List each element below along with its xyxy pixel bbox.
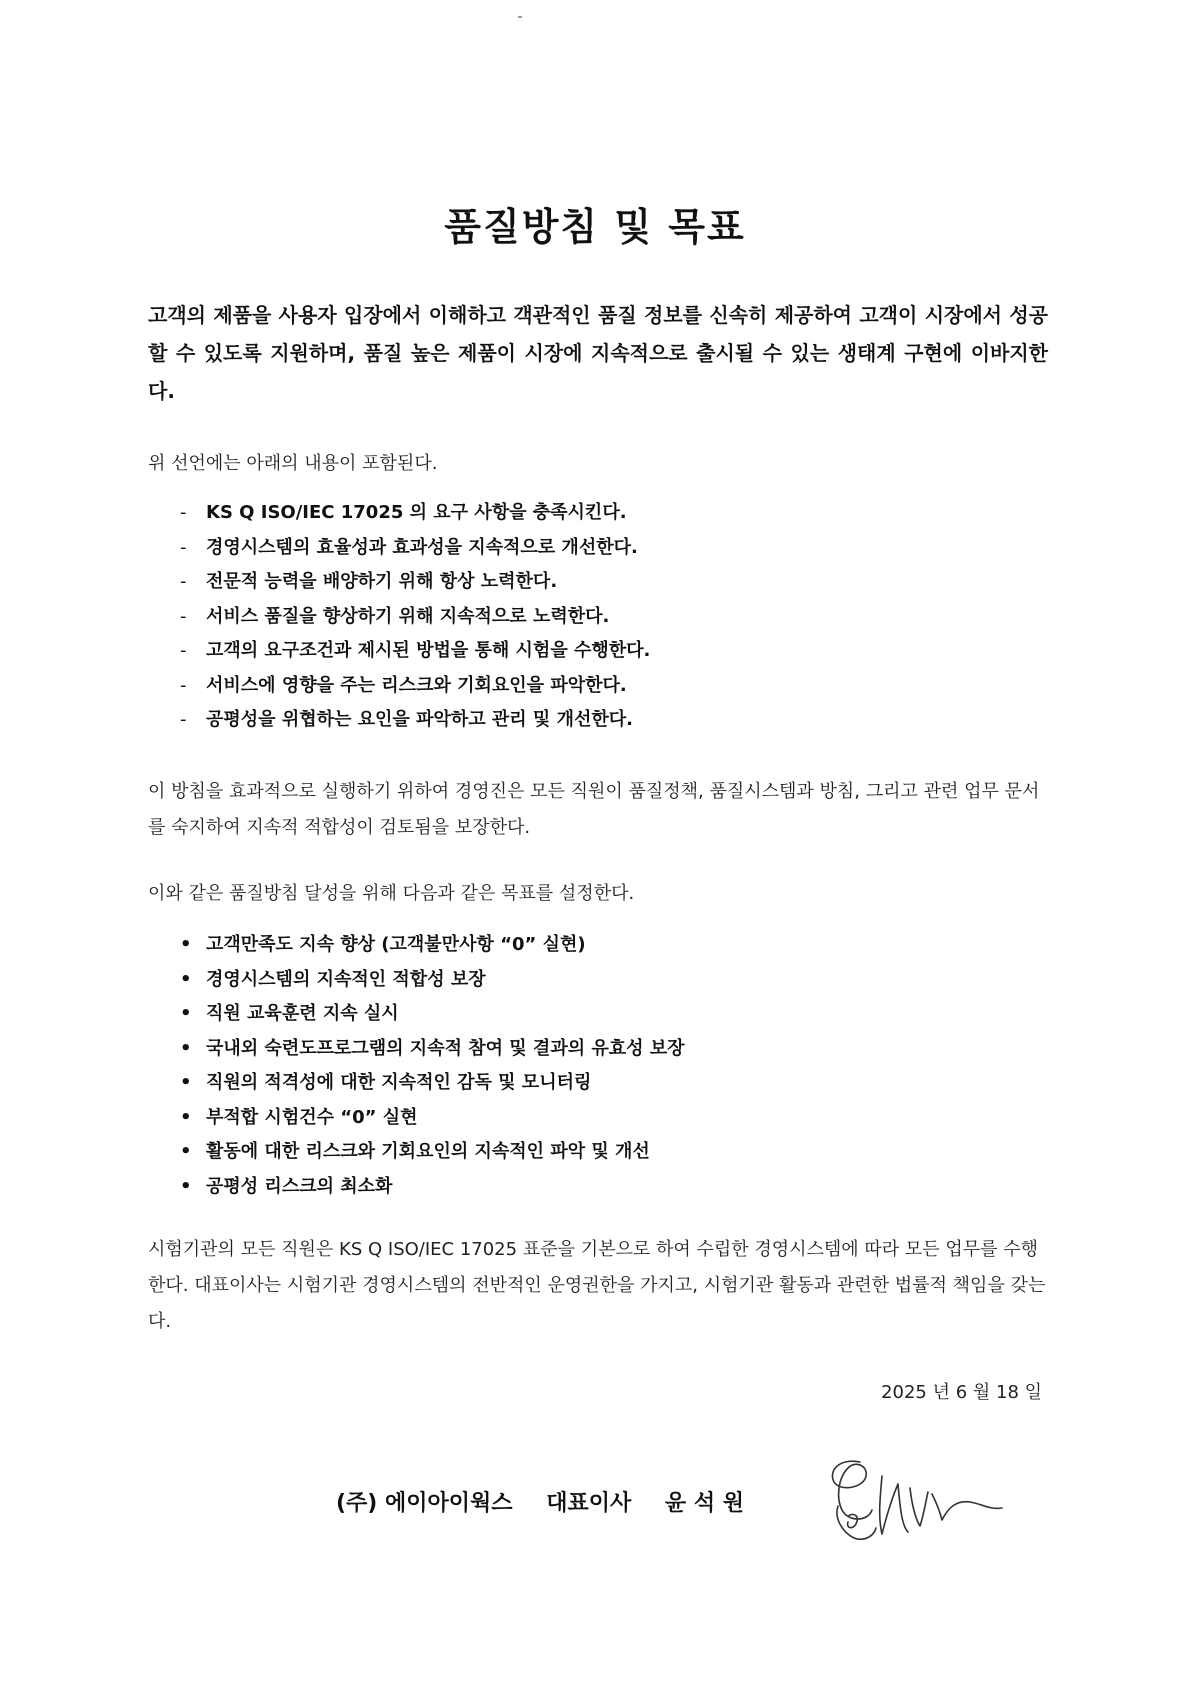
dash-mark: -: [180, 605, 187, 627]
list-item: - 서비스 품질을 향상하기 위해 지속적으로 노력한다.: [180, 600, 650, 635]
list-item: • 국내외 숙련도프로그램의 지속적 참여 및 결과의 유효성 보장: [180, 1032, 685, 1067]
list-item: • 공평성 리스크의 최소화: [180, 1170, 685, 1205]
bullet-mark: •: [180, 1141, 192, 1162]
document-date: 2025 년 6 월 18 일: [881, 1382, 1042, 1403]
responsibility-paragraph: 시험기관의 모든 직원은 KS Q ISO/IEC 17025 표준을 기본으로 하여 수립한 경영시스템에 따라 모든 업무를 수행한다. 대표이사는 시험기관 경영시스템의 전반적인 운영권한을 가지고, 시험기관 활동과 관련한 법률적 책임을 갖는다.: [148, 1239, 1046, 1332]
goals-list: [180, 928, 685, 1204]
dash-mark: -: [180, 709, 187, 730]
scan-artifact: [518, 16, 522, 18]
management-paragraph: 이 방침을 효과적으로 실행하기 위하여 경영진은 모든 직원이 품질정책, 품질시스템과 방침, 그리고 관련 업무 문서를 숙지하여 지속적 적합성이 검토됨을 보장한다.: [148, 781, 1040, 838]
signatory-position: 대표이사: [546, 1491, 632, 1516]
list-item: - 경영시스템의 효율성과 효과성을 지속적으로 개선한다.: [180, 531, 650, 566]
list-item: • 부적합 시험건수 “0” 실현: [180, 1101, 685, 1136]
list-item: • 경영시스템의 지속적인 적합성 보장: [180, 963, 685, 998]
list-item: - 공평성을 위협하는 요인을 파악하고 관리 및 개선한다.: [180, 703, 650, 738]
bullet-mark: •: [180, 1037, 192, 1059]
list-item: • 직원 교육훈련 지속 실시: [180, 997, 685, 1032]
list-item: - 전문적 능력을 배양하기 위해 항상 노력한다.: [180, 565, 650, 600]
policy-declaration: 고객의 제품을 사용자 입장에서 이해하고 객관적인 품질 정보를 신속히 제공하여 고객이 시장에서 성공할 수 있도록 지원하며, 품질 높은 제품이 시장에 지속적으로 출시될 수 있는 생태계 구현에 이바지한다.: [148, 303, 1048, 403]
signatory-name: 윤 석 원: [664, 1491, 744, 1516]
signatory-line: [336, 1486, 770, 1517]
bullet-mark: •: [180, 1072, 192, 1093]
list-item: • 직원의 적격성에 대한 지속적인 감독 및 모니터링: [180, 1066, 685, 1101]
dash-mark: -: [180, 536, 187, 558]
company-name: (주) 에이아이웍스: [336, 1491, 513, 1516]
page-title: 품질방침 및 목표: [444, 205, 746, 249]
list-item: • 고객만족도 지속 향상 (고객불만사항 “0” 실현): [180, 928, 685, 963]
list-item: - 고객의 요구조건과 제시된 방법을 통해 시험을 수행한다.: [180, 634, 650, 669]
dash-mark: -: [180, 502, 187, 523]
dash-mark: -: [180, 640, 187, 661]
bullet-mark: •: [180, 1175, 192, 1197]
list-item: - KS Q ISO/IEC 17025 의 요구 사항을 충족시킨다.: [180, 496, 650, 531]
list-item: - 서비스에 영향을 주는 리스크와 기회요인을 파악한다.: [180, 669, 650, 704]
dash-mark: -: [180, 571, 187, 592]
bullet-mark: •: [180, 1003, 192, 1024]
handwritten-signature-icon: [820, 1448, 1010, 1558]
list-item: • 활동에 대한 리스크와 기회요인의 지속적인 파악 및 개선: [180, 1135, 685, 1170]
policy-list: [180, 496, 650, 738]
bullet-mark: •: [180, 934, 192, 955]
goals-intro: 이와 같은 품질방침 달성을 위해 다음과 같은 목표를 설정한다.: [148, 883, 635, 904]
bullet-mark: •: [180, 968, 192, 990]
intro-text: 위 선언에는 아래의 내용이 포함된다.: [148, 453, 438, 474]
dash-mark: -: [180, 674, 187, 696]
bullet-mark: •: [180, 1106, 192, 1128]
